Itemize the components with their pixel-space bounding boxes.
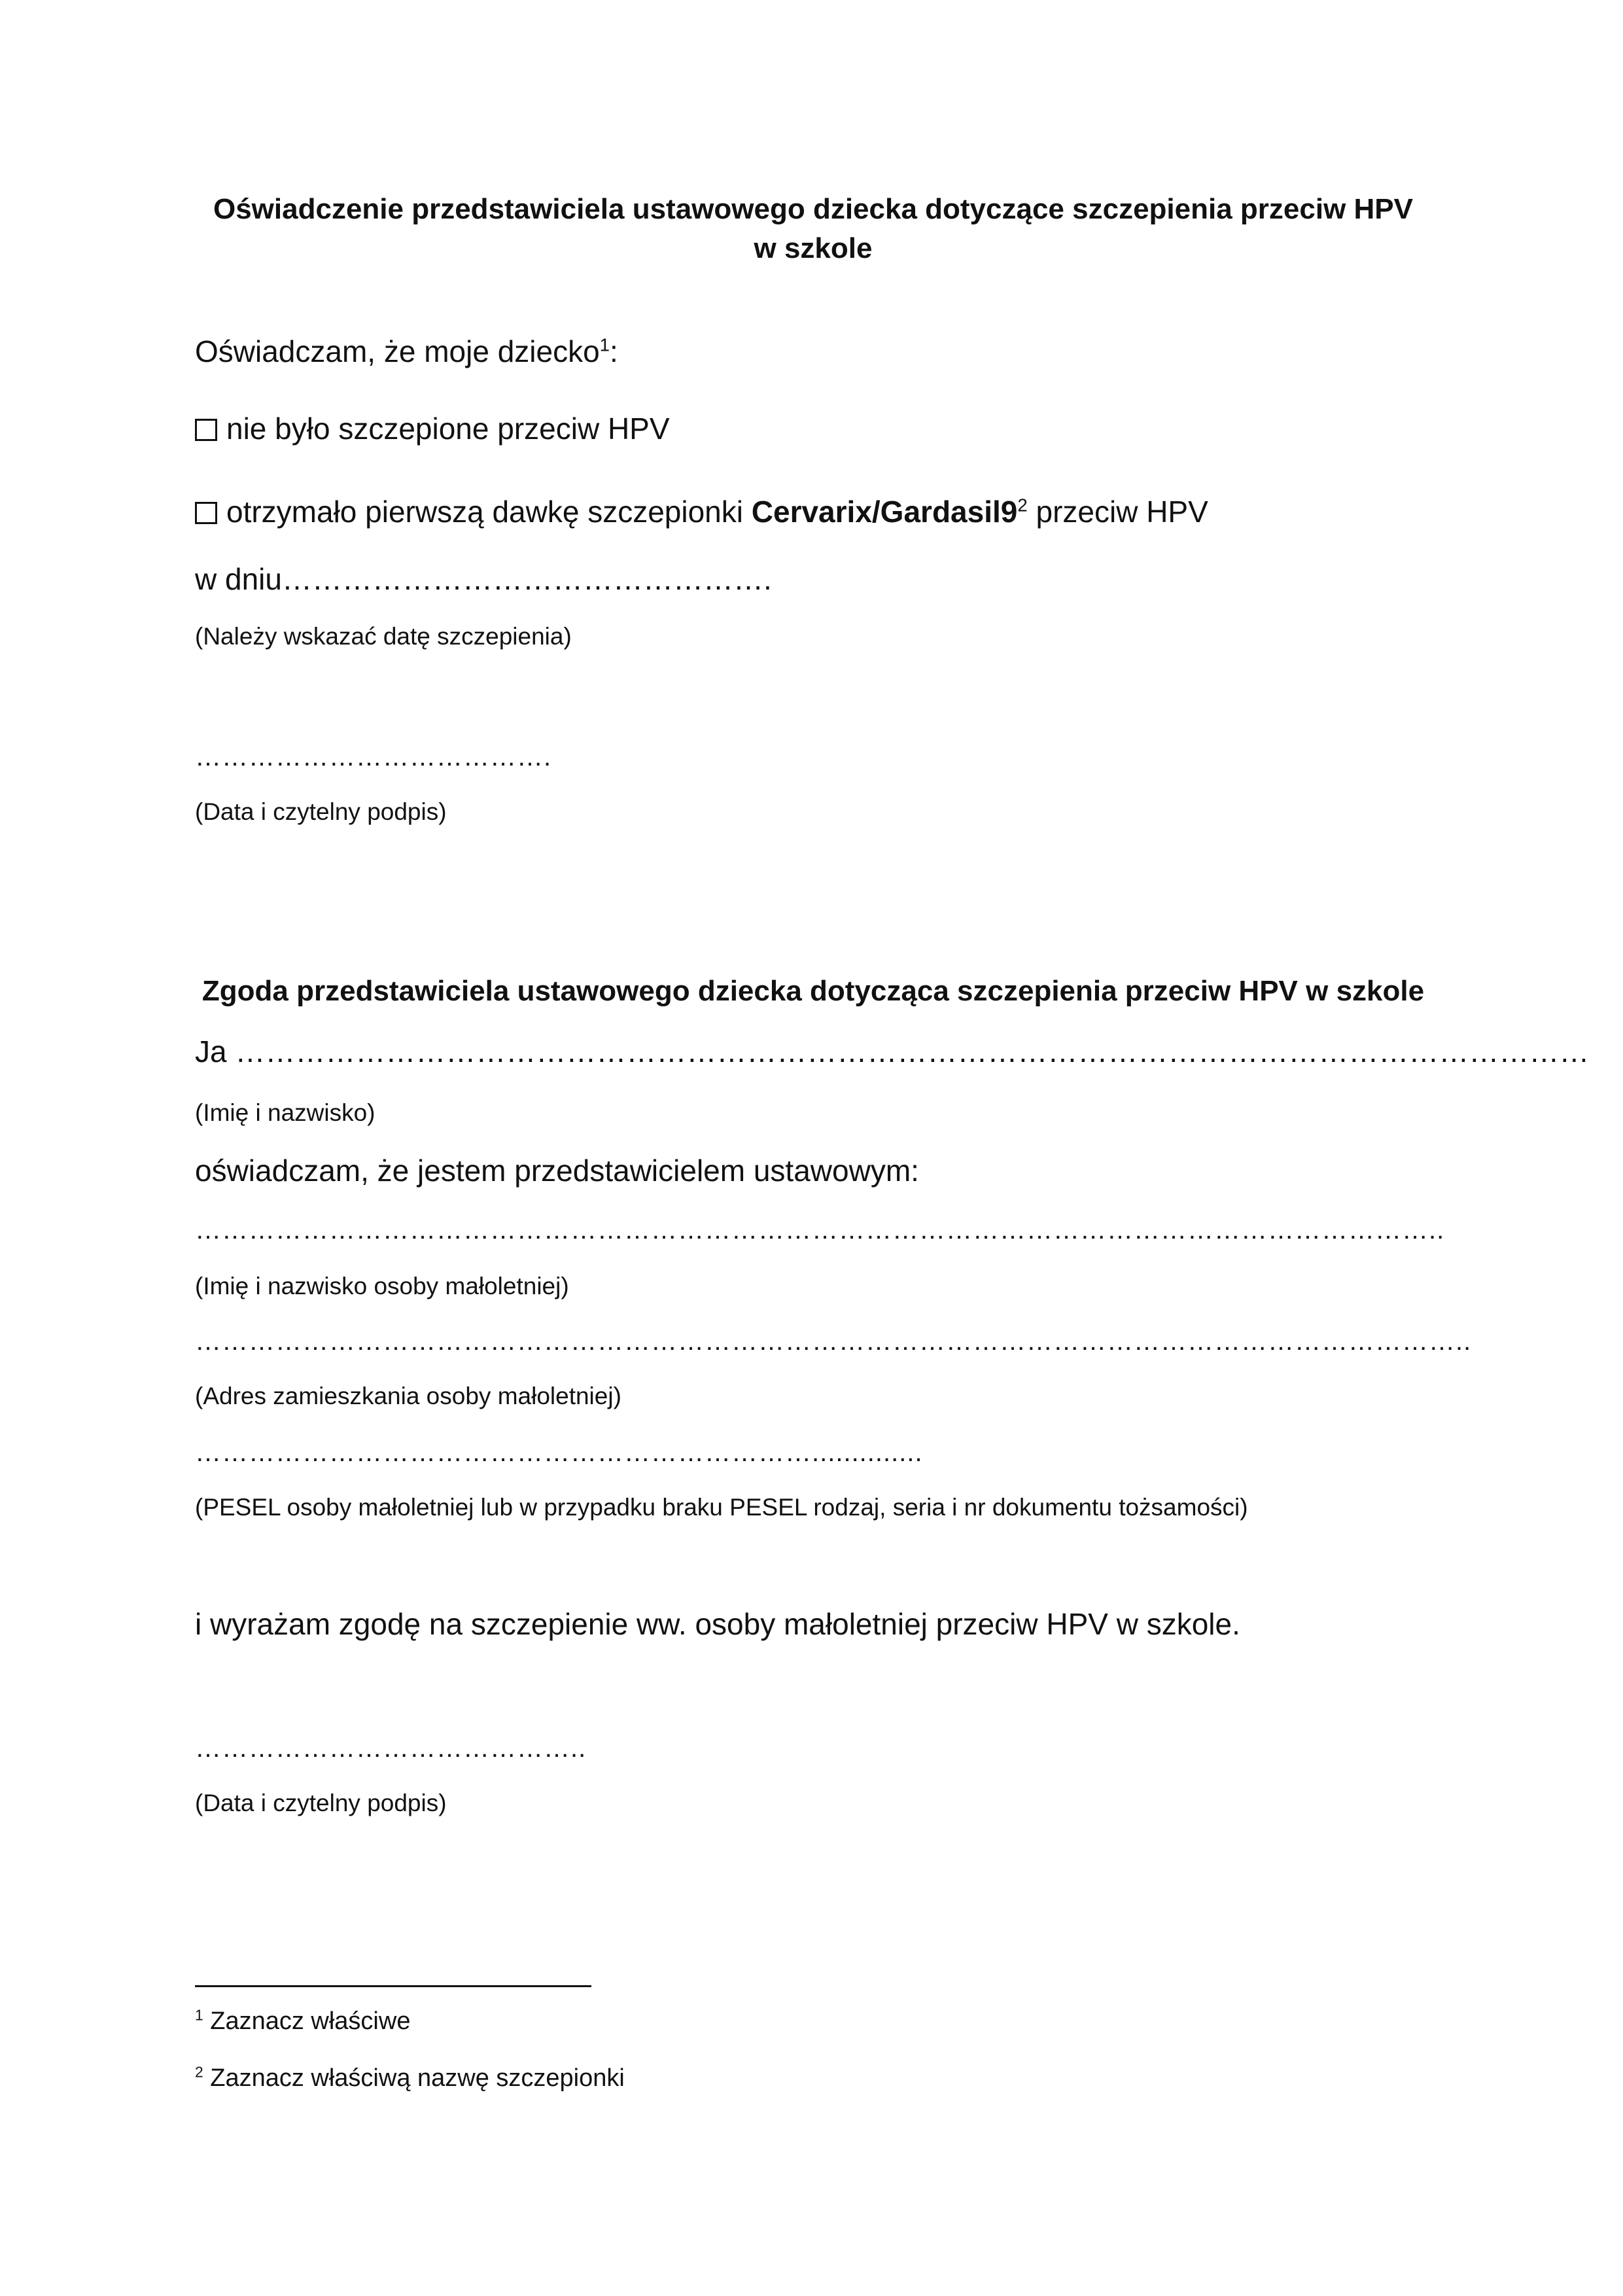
option2-label-post: przeciw HPV bbox=[1027, 495, 1208, 529]
minor-pesel-hint: (PESEL osoby małoletniej lub w przypadku braku PESEL rodzaj, seria i nr dokumentu tożsamości) bbox=[195, 1494, 1248, 1521]
signature-field-1[interactable]: …………………………………. bbox=[195, 743, 552, 771]
footnote-2 bbox=[195, 2064, 625, 2093]
section2-title: Zgoda przedstawiciela ustawowego dziecka dotycząca szczepienia przeciw HPV w szkole bbox=[201, 975, 1425, 1007]
minor-name-hint: (Imię i nazwisko osoby małoletniej) bbox=[195, 1273, 569, 1299]
footnote-ref-1: 1 bbox=[599, 334, 610, 355]
guardian-declaration: oświadczam, że jestem przedstawicielem ustawowym: bbox=[195, 1154, 919, 1188]
checkbox-not-vaccinated[interactable] bbox=[195, 419, 217, 441]
checkbox-first-dose[interactable] bbox=[195, 502, 217, 524]
consent-statement: i wyrażam zgodę na szczepienie ww. osoby małoletniej przeciw HPV w szkole. bbox=[195, 1607, 1240, 1641]
vaccine-name: Cervarix/Gardasil9 bbox=[751, 495, 1018, 529]
minor-name-field[interactable]: ………………………………………………………………………………………………………………………….. bbox=[195, 1216, 1445, 1245]
guardian-name-hint: (Imię i nazwisko) bbox=[195, 1099, 375, 1126]
footnote-1-text: Zaznacz właściwe bbox=[203, 2007, 411, 2035]
signature-field-2[interactable]: …………………………………….. bbox=[195, 1734, 587, 1763]
minor-address-hint: (Adres zamieszkania osoby małoletniej) bbox=[195, 1383, 621, 1409]
guardian-name-field[interactable]: Ja ……………………………………………………………………………………………………………………… bbox=[195, 1034, 1590, 1069]
footnote-1-mark: 1 bbox=[195, 2006, 203, 2024]
minor-pesel-field[interactable]: …………………………………………………………….............. bbox=[195, 1438, 923, 1467]
statement bbox=[195, 334, 618, 369]
footnote-separator bbox=[195, 1985, 591, 1987]
option-first-dose[interactable] bbox=[195, 494, 1208, 529]
option2-label-pre: otrzymało pierwszą dawkę szczepionki bbox=[226, 495, 752, 529]
section1-title-line2: w szkole bbox=[754, 232, 873, 264]
option-not-vaccinated[interactable] bbox=[195, 411, 670, 446]
option1-label: nie było szczepione przeciw HPV bbox=[226, 412, 670, 446]
statement-text: Oświadczam, że moje dziecko bbox=[195, 334, 600, 368]
vaccination-date-hint: (Należy wskazać datę szczepienia) bbox=[195, 623, 572, 650]
signature-hint-2: (Data i czytelny podpis) bbox=[195, 1790, 447, 1816]
signature-hint-1: (Data i czytelny podpis) bbox=[195, 798, 447, 825]
section1-title-line1: Oświadczenie przedstawiciela ustawowego dziecka dotyczące szczepienia przeciw HPV bbox=[213, 193, 1413, 225]
footnote-ref-2: 2 bbox=[1017, 495, 1028, 516]
statement-colon: : bbox=[610, 334, 618, 368]
footnote-2-mark: 2 bbox=[195, 2063, 203, 2081]
footnote-1 bbox=[195, 2007, 410, 2036]
minor-address-field[interactable]: …………………………………………………………………………………………………………………………….. bbox=[195, 1327, 1472, 1356]
footnote-2-text: Zaznacz właściwą nazwę szczepionki bbox=[203, 2064, 625, 2092]
vaccination-date-field[interactable]: w dniu…………………………………………. bbox=[195, 562, 772, 596]
